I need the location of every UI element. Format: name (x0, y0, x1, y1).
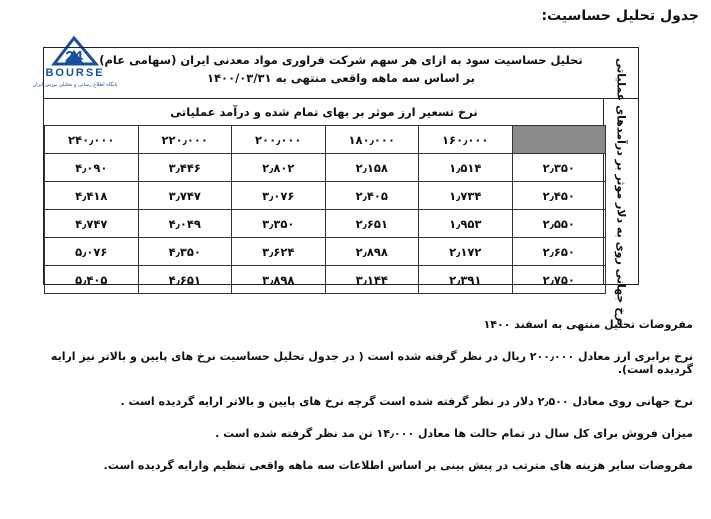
table-cell: ۲٫۸۹۸ (325, 238, 419, 266)
table-cell: ۴٫۰۴۹ (138, 210, 232, 238)
table-cell: ۲٫۶۵۱ (325, 210, 419, 238)
row-label: ۲٫۴۵۰ (512, 182, 606, 210)
column-header: ۱۸۰٫۰۰۰ (325, 126, 419, 154)
table-cell: ۲٫۴۰۵ (325, 182, 419, 210)
table-row (45, 210, 606, 238)
table-cell: ۳٫۴۴۶ (138, 154, 232, 182)
sensitivity-table (44, 125, 606, 294)
table-cell: ۱٫۵۱۴ (419, 154, 513, 182)
table-cell: ۲٫۱۵۸ (325, 154, 419, 182)
assumption-item: نرخ جهانی روی معادل ۲٫۵۰۰ دلار در نظر گرفته شده است گرچه نرخ های پایین و بالاتر ارایه گردیده است . (120, 395, 693, 408)
table-row (45, 154, 606, 182)
column-header: ۱۶۰٫۰۰۰ (419, 126, 513, 154)
column-group-label: نرخ تسعیر ارز موثر بر بهای تمام شده و درآمد عملیاتی (44, 99, 604, 126)
table-cell: ۴٫۰۹۰ (45, 154, 139, 182)
table-title-block (44, 48, 638, 98)
column-header: ۲۴۰٫۰۰۰ (45, 126, 139, 154)
table-cell: ۲٫۸۰۲ (232, 154, 326, 182)
table-cell: ۳٫۰۷۶ (232, 182, 326, 210)
page-heading: جدول تحلیل حساسیت: (541, 8, 699, 24)
table-grid (44, 99, 604, 287)
table-title: تحلیل حساسیت سود به ازای هر سهم شرکت فراوری مواد معدنی ایران (سهامی عام) (99, 53, 583, 67)
table-cell: ۳٫۳۵۰ (232, 210, 326, 238)
logo-text: BOURSE (45, 67, 105, 79)
table-cell: ۱٫۷۳۴ (419, 182, 513, 210)
table-cell: ۵٫۰۷۶ (45, 238, 139, 266)
table-cell: ۲٫۱۷۲ (419, 238, 513, 266)
table-header-row (45, 126, 606, 154)
assumption-item: میزان فروش برای کل سال در تمام حالت ها معادل ۱۴٫۰۰۰ تن مد نظر گرفته شده است . (215, 427, 693, 440)
logo-emblem-number: 24 (65, 49, 83, 66)
assumption-item: مفروضات سایر هزینه های مترتب در پیش بینی بر اساس اطلاعات سه ماهه واقعی تنظیم وارایه گردیده است. (103, 459, 693, 472)
column-header: ۲۲۰٫۰۰۰ (138, 126, 232, 154)
assumption-item: نرخ برابری ارز معادل ۲۰۰٫۰۰۰ ریال در نظر گرفته شده است ( در جدول تحلیل حساسیت نرخ های پایین و بالاتر نیز ارایه گردیده است). (50, 350, 693, 376)
table-cell: ۲٫۳۹۱ (419, 266, 513, 294)
logo-subtitle: پایگاه اطلاع رسانی و تحلیلی بورس ایران (32, 82, 118, 88)
table-cell: ۴٫۳۵۰ (138, 238, 232, 266)
column-header: ۲۰۰٫۰۰۰ (232, 126, 326, 154)
table-cell: ۳٫۸۹۸ (232, 266, 326, 294)
table-row (45, 238, 606, 266)
table-cell: ۴٫۷۴۷ (45, 210, 139, 238)
table-cell: ۴٫۴۱۸ (45, 182, 139, 210)
table-cell: ۳٫۶۲۴ (232, 238, 326, 266)
row-label: ۲٫۶۵۰ (512, 238, 606, 266)
row-group-label: نرخ جهانی روی به دلار موثر بر درآمدهای عملیاتی (614, 57, 628, 326)
table-cell: ۱٫۹۵۳ (419, 210, 513, 238)
row-label: ۲٫۵۵۰ (512, 210, 606, 238)
row-label: ۲٫۷۵۰ (512, 266, 606, 294)
row-label: ۲٫۳۵۰ (512, 154, 606, 182)
corner-cell (512, 126, 606, 154)
assumptions-section (13, 318, 693, 491)
table-row (45, 266, 606, 294)
table-cell: ۳٫۱۴۴ (325, 266, 419, 294)
table-cell: ۴٫۶۵۱ (138, 266, 232, 294)
row-group-label-cell (603, 57, 638, 326)
table-row (45, 182, 606, 210)
assumptions-title: مفروضات تحلیل منتهی به اسفند ۱۴۰۰ (483, 318, 693, 331)
table-cell: ۳٫۷۴۷ (138, 182, 232, 210)
table-cell: ۵٫۴۰۵ (45, 266, 139, 294)
sensitivity-table-frame (43, 47, 639, 326)
table-subtitle: بر اساس سه ماهه واقعی منتهی به ۱۴۰۰/۰۳/۳۱ (207, 71, 475, 85)
